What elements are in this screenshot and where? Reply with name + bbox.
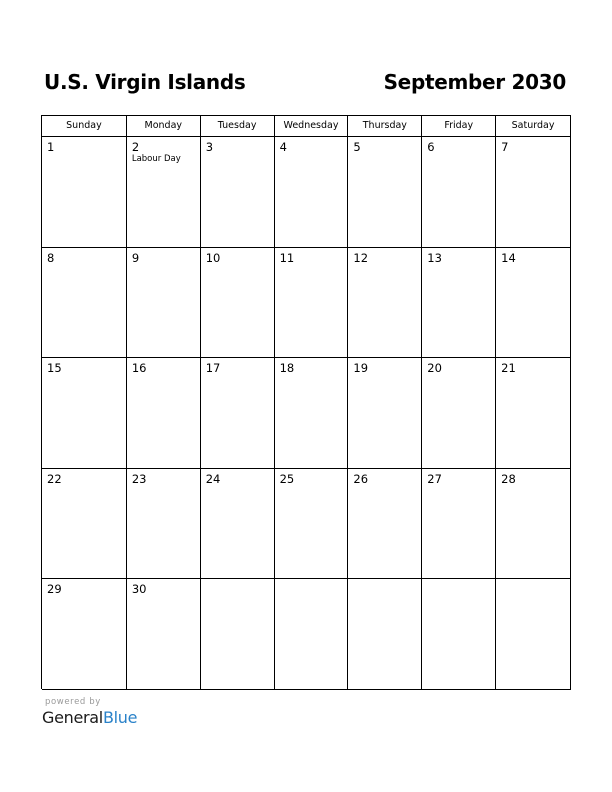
day-cell xyxy=(275,248,349,359)
brand-general-text: General xyxy=(42,708,103,727)
day-number: 29 xyxy=(47,582,62,597)
day-cell xyxy=(275,358,349,469)
day-number: 1 xyxy=(47,140,55,154)
day-cell xyxy=(201,248,275,359)
day-cell xyxy=(496,248,571,359)
day-cell xyxy=(422,358,496,469)
weekday-header-row xyxy=(42,116,571,137)
calendar-grid xyxy=(41,115,571,689)
weekday-monday: Monday xyxy=(127,116,201,137)
day-number: 23 xyxy=(131,471,147,486)
brand-blue-text: Blue xyxy=(102,708,138,727)
day-number: 19 xyxy=(353,361,369,376)
day-number: 8 xyxy=(47,250,55,265)
day-number: 17 xyxy=(205,361,221,376)
day-cell xyxy=(42,579,127,690)
day-cell xyxy=(348,137,422,248)
day-cell xyxy=(42,137,127,248)
powered-by-text: powered by xyxy=(45,697,101,707)
day-cell xyxy=(127,358,201,469)
day-cell xyxy=(275,469,349,580)
day-number: 28 xyxy=(501,471,516,486)
holiday-label: Labour Day xyxy=(131,154,181,164)
weekday-saturday: Saturday xyxy=(496,116,571,137)
day-number: 21 xyxy=(501,361,516,376)
week-row xyxy=(42,358,571,469)
day-number: 5 xyxy=(353,140,361,154)
day-number: 11 xyxy=(279,250,295,265)
day-cell xyxy=(42,469,127,580)
day-cell xyxy=(201,579,275,690)
generalblue-logo[interactable] xyxy=(42,708,137,727)
region-title: U.S. Virgin Islands xyxy=(44,70,246,94)
day-number: 25 xyxy=(279,471,295,486)
day-number: 6 xyxy=(427,140,435,154)
day-cell xyxy=(348,579,422,690)
day-number: 13 xyxy=(427,250,442,265)
day-number: 10 xyxy=(205,250,221,265)
day-number: 16 xyxy=(131,361,147,376)
weekday-thursday: Thursday xyxy=(348,116,422,137)
day-cell xyxy=(422,469,496,580)
day-number: 3 xyxy=(205,140,214,154)
day-number: 12 xyxy=(353,250,369,265)
day-cell xyxy=(201,469,275,580)
day-cell xyxy=(127,579,201,690)
day-number: 27 xyxy=(427,471,442,486)
day-number: 26 xyxy=(353,471,369,486)
weekday-sunday: Sunday xyxy=(42,116,127,137)
day-number: 20 xyxy=(427,361,442,376)
week-row xyxy=(42,137,571,248)
day-number: 4 xyxy=(279,140,287,154)
day-number: 30 xyxy=(131,582,147,597)
day-cell xyxy=(496,358,571,469)
day-cell xyxy=(201,358,275,469)
day-number: 2 xyxy=(131,140,140,154)
day-cell xyxy=(348,469,422,580)
day-number: 14 xyxy=(501,250,516,265)
week-row xyxy=(42,469,571,580)
day-cell xyxy=(127,469,201,580)
day-number: 7 xyxy=(501,140,509,154)
day-cell xyxy=(422,248,496,359)
day-cell xyxy=(42,358,127,469)
day-cell xyxy=(496,469,571,580)
day-cell xyxy=(42,248,127,359)
month-title: September 2030 xyxy=(383,70,566,94)
weekday-wednesday: Wednesday xyxy=(275,116,349,137)
day-number: 18 xyxy=(279,361,295,376)
day-cell xyxy=(348,358,422,469)
day-cell xyxy=(201,137,275,248)
day-cell xyxy=(422,137,496,248)
week-row xyxy=(42,248,571,359)
day-cell xyxy=(496,579,571,690)
day-cell xyxy=(422,579,496,690)
day-cell xyxy=(275,579,349,690)
day-cell xyxy=(348,248,422,359)
day-cell xyxy=(496,137,571,248)
week-row xyxy=(42,579,571,690)
day-number: 9 xyxy=(131,250,140,265)
weekday-tuesday: Tuesday xyxy=(201,116,275,137)
day-cell xyxy=(127,137,201,248)
day-number: 15 xyxy=(47,361,62,376)
day-number: 22 xyxy=(47,471,62,486)
weekday-friday: Friday xyxy=(422,116,496,137)
day-cell xyxy=(127,248,201,359)
day-cell xyxy=(275,137,349,248)
day-number: 24 xyxy=(205,471,221,486)
